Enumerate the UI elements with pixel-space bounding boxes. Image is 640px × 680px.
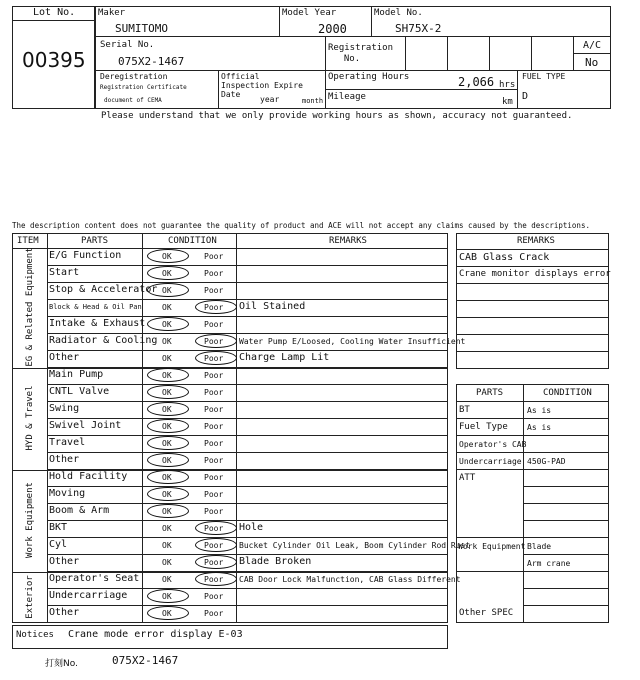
- part-name: Block & Head & Oil Pan: [49, 303, 142, 311]
- right-parts-header: PARTS: [476, 388, 504, 398]
- lot-label: Lot No.: [33, 7, 76, 18]
- condition-poor: Poor: [204, 405, 224, 414]
- work-equipment-value-2: Arm crane: [527, 559, 571, 568]
- selected-condition-circle: [195, 538, 237, 552]
- selected-condition-circle: [147, 402, 189, 416]
- condition-ok: OK: [162, 422, 172, 431]
- selected-condition-circle: [147, 504, 189, 518]
- stamp-label: 打刻No.: [45, 659, 78, 669]
- work-equipment-value-1: Blade: [527, 542, 552, 551]
- table-row: [47, 486, 448, 503]
- group-label-hydraulic: HYD & Travel: [25, 385, 35, 451]
- condition-ok: OK: [162, 609, 172, 618]
- condition-ok: OK: [162, 473, 172, 482]
- table-row: [47, 248, 448, 265]
- condition-ok: OK: [162, 337, 172, 346]
- selected-condition-circle: [147, 266, 189, 280]
- part-name: Stop & Accelerator: [49, 284, 158, 295]
- hours-notice: Please understand that we only provide working hours as shown, accuracy not guaranteed.: [101, 111, 573, 121]
- selected-condition-circle: [147, 249, 189, 263]
- group-label-exterior: Exterior: [25, 575, 35, 619]
- deregistration-label: Deregistration: [100, 72, 168, 81]
- condition-ok: OK: [162, 320, 172, 329]
- remark-text: Blade Broken: [239, 556, 312, 567]
- table-row: [47, 588, 448, 605]
- condition-ok: OK: [162, 507, 172, 516]
- condition-poor: Poor: [204, 354, 224, 363]
- remark-text: Water Pump E/Loosed, Cooling Water Insufficient: [239, 337, 466, 346]
- selected-condition-circle: [147, 436, 189, 450]
- condition-poor: Poor: [204, 303, 224, 312]
- maker-label: Maker: [98, 8, 126, 18]
- part-name: Other: [49, 607, 80, 618]
- disclaimer: The description content does not guarantee the quality of product and ACE will not accept any claims caused by the descriptions.: [12, 221, 590, 230]
- condition-poor: Poor: [204, 371, 224, 380]
- model-no-label: Model No.: [374, 8, 423, 18]
- condition-ok: OK: [162, 405, 172, 414]
- part-name: Start: [49, 267, 80, 278]
- part-name: Other: [49, 454, 80, 465]
- remark-text: Charge Lamp Lit: [239, 352, 330, 363]
- table-row: [47, 537, 471, 554]
- part-name: Boom & Arm: [49, 505, 110, 516]
- fuel-type-value: D: [522, 91, 529, 102]
- table-row: [47, 418, 448, 435]
- selected-condition-circle: [195, 300, 237, 314]
- condition-poor: Poor: [204, 439, 224, 448]
- selected-condition-circle: [147, 283, 189, 297]
- part-name: Main Pump: [49, 369, 104, 380]
- condition-poor: Poor: [204, 524, 224, 533]
- selected-condition-circle: [147, 317, 189, 331]
- fuel-type-label: FUEL TYPE: [522, 72, 566, 81]
- part-name: Radiator & Cooling: [49, 335, 158, 346]
- table-row: [47, 316, 448, 333]
- table-row: [47, 333, 466, 350]
- part-name: BKT: [49, 522, 68, 533]
- condition-ok: OK: [162, 303, 172, 312]
- part-name: Swivel Joint: [49, 420, 122, 431]
- right-remark-line: Crane monitor displays error: [459, 269, 611, 279]
- selected-condition-circle: [195, 572, 237, 586]
- selected-condition-circle: [195, 334, 237, 348]
- undercarriage-label: Undercarriage: [459, 457, 522, 466]
- right-condition-header: CONDITION: [543, 388, 592, 398]
- selected-condition-circle: [147, 470, 189, 484]
- col-condition-header: CONDITION: [168, 236, 217, 246]
- condition-ok: OK: [162, 592, 172, 601]
- table-row: [47, 265, 448, 282]
- hrs-label: hrs: [499, 80, 516, 90]
- condition-poor: Poor: [204, 422, 224, 431]
- operating-hours-label: Operating Hours: [328, 72, 410, 82]
- maker-value: SUMITOMO: [115, 22, 168, 35]
- table-row: [47, 350, 448, 367]
- ac-label: A/C: [583, 40, 602, 51]
- condition-ok: OK: [162, 524, 172, 533]
- year-label: year: [260, 95, 280, 104]
- part-name: Hold Facility: [49, 471, 128, 482]
- inspection-label: Official Inspection Expire Date: [221, 72, 303, 99]
- mileage-label: Mileage: [328, 92, 366, 102]
- condition-poor: Poor: [204, 320, 224, 329]
- condition-ok: OK: [162, 269, 172, 278]
- reg-cert-label: Registration Certificate: [100, 84, 187, 91]
- selected-condition-circle: [147, 385, 189, 399]
- col-parts-header: PARTS: [81, 236, 109, 246]
- part-name: Swing: [49, 403, 80, 414]
- model-year-label: Model Year: [282, 8, 337, 18]
- condition-ok: OK: [162, 388, 172, 397]
- lot-number: 00395: [22, 48, 86, 72]
- ac-value: No: [585, 56, 599, 69]
- part-name: Undercarriage: [49, 590, 128, 601]
- remark-text: Bucket Cylinder Oil Leak, Boom Cylinder Rod Rust: [239, 541, 471, 550]
- condition-ok: OK: [162, 541, 172, 550]
- condition-ok: OK: [162, 371, 172, 380]
- selected-condition-circle: [147, 419, 189, 433]
- att-label: ATT: [459, 473, 476, 483]
- group-label-work: Work Equipment: [25, 482, 35, 558]
- right-remarks-header: REMARKS: [517, 236, 555, 246]
- condition-ok: OK: [162, 286, 172, 295]
- table-row: [47, 299, 448, 316]
- fuel-type-row-value: As is: [527, 423, 552, 432]
- condition-poor: Poor: [204, 388, 224, 397]
- fuel-type-row-label: Fuel Type: [459, 422, 508, 432]
- table-row: [47, 571, 461, 588]
- remark-text: Hole: [239, 522, 264, 533]
- selected-condition-circle: [195, 351, 237, 365]
- part-name: Operator's Seat: [49, 573, 140, 584]
- selected-condition-circle: [195, 555, 237, 569]
- part-name: Other: [49, 556, 80, 567]
- km-label: km: [502, 97, 513, 107]
- operating-hours-value: 2,066: [458, 75, 495, 89]
- model-year-value: 2000: [318, 22, 347, 36]
- remark-text: Oil Stained: [239, 301, 306, 312]
- other-spec-label: Other SPEC: [459, 608, 514, 618]
- condition-poor: Poor: [204, 609, 224, 618]
- table-row: [47, 282, 448, 299]
- serial-label: Serial No.: [100, 40, 155, 50]
- part-name: E/G Function: [49, 250, 122, 261]
- condition-ok: OK: [162, 490, 172, 499]
- bt-label: BT: [459, 405, 470, 415]
- table-row: [47, 384, 448, 401]
- part-name: Cyl: [49, 539, 68, 550]
- table-row: [47, 605, 448, 622]
- cema-label: document of CEMA: [104, 97, 162, 104]
- part-name: Intake & Exhaust: [49, 318, 146, 329]
- condition-poor: Poor: [204, 286, 224, 295]
- remark-text: CAB Door Lock Malfunction, CAB Glass Different: [239, 575, 461, 584]
- right-remark-line: CAB Glass Crack: [459, 252, 550, 263]
- selected-condition-circle: [147, 589, 189, 603]
- condition-ok: OK: [162, 354, 172, 363]
- table-row: [47, 503, 448, 520]
- table-row: [47, 367, 448, 384]
- month-label: month: [302, 97, 324, 105]
- table-row: [47, 401, 448, 418]
- condition-poor: Poor: [204, 269, 224, 278]
- condition-poor: Poor: [204, 575, 224, 584]
- condition-poor: Poor: [204, 541, 224, 550]
- condition-ok: OK: [162, 456, 172, 465]
- table-row: [47, 435, 448, 452]
- col-remarks-header: REMARKS: [329, 236, 367, 246]
- part-name: CNTL Valve: [49, 386, 110, 397]
- condition-poor: Poor: [204, 337, 224, 346]
- selected-condition-circle: [147, 453, 189, 467]
- condition-poor: Poor: [204, 592, 224, 601]
- stamp-value: 075X2-1467: [112, 654, 179, 667]
- part-name: Moving: [49, 488, 86, 499]
- selected-condition-circle: [147, 606, 189, 620]
- condition-ok: OK: [162, 558, 172, 567]
- work-equipment-label: Work Equipment: [458, 542, 526, 551]
- undercarriage-value: 450G-PAD: [527, 457, 566, 466]
- condition-poor: Poor: [204, 507, 224, 516]
- group-label-engine: EG & Related Equipment: [25, 247, 35, 367]
- table-row: [47, 554, 448, 571]
- notices-label: Notices: [16, 630, 54, 640]
- condition-ok: OK: [162, 252, 172, 261]
- condition-ok: OK: [162, 575, 172, 584]
- table-row: [47, 520, 448, 537]
- table-row: [47, 452, 448, 469]
- selected-condition-circle: [147, 487, 189, 501]
- selected-condition-circle: [147, 368, 189, 382]
- condition-poor: Poor: [204, 490, 224, 499]
- condition-ok: OK: [162, 439, 172, 448]
- selected-condition-circle: [195, 521, 237, 535]
- table-row: [47, 469, 448, 486]
- condition-poor: Poor: [204, 252, 224, 261]
- condition-poor: Poor: [204, 473, 224, 482]
- condition-poor: Poor: [204, 558, 224, 567]
- col-item-header: ITEM: [17, 236, 39, 246]
- condition-poor: Poor: [204, 456, 224, 465]
- serial-value: 075X2-1467: [118, 55, 185, 68]
- part-name: Other: [49, 352, 80, 363]
- bt-value: As is: [527, 406, 552, 415]
- registration-label: Registration No.: [328, 43, 394, 64]
- part-name: Travel: [49, 437, 86, 448]
- operator-cab-label: Operator's CAB: [459, 440, 527, 449]
- model-no-value: SH75X-2: [395, 22, 442, 35]
- notices-value: Crane mode error display E-03: [68, 629, 243, 640]
